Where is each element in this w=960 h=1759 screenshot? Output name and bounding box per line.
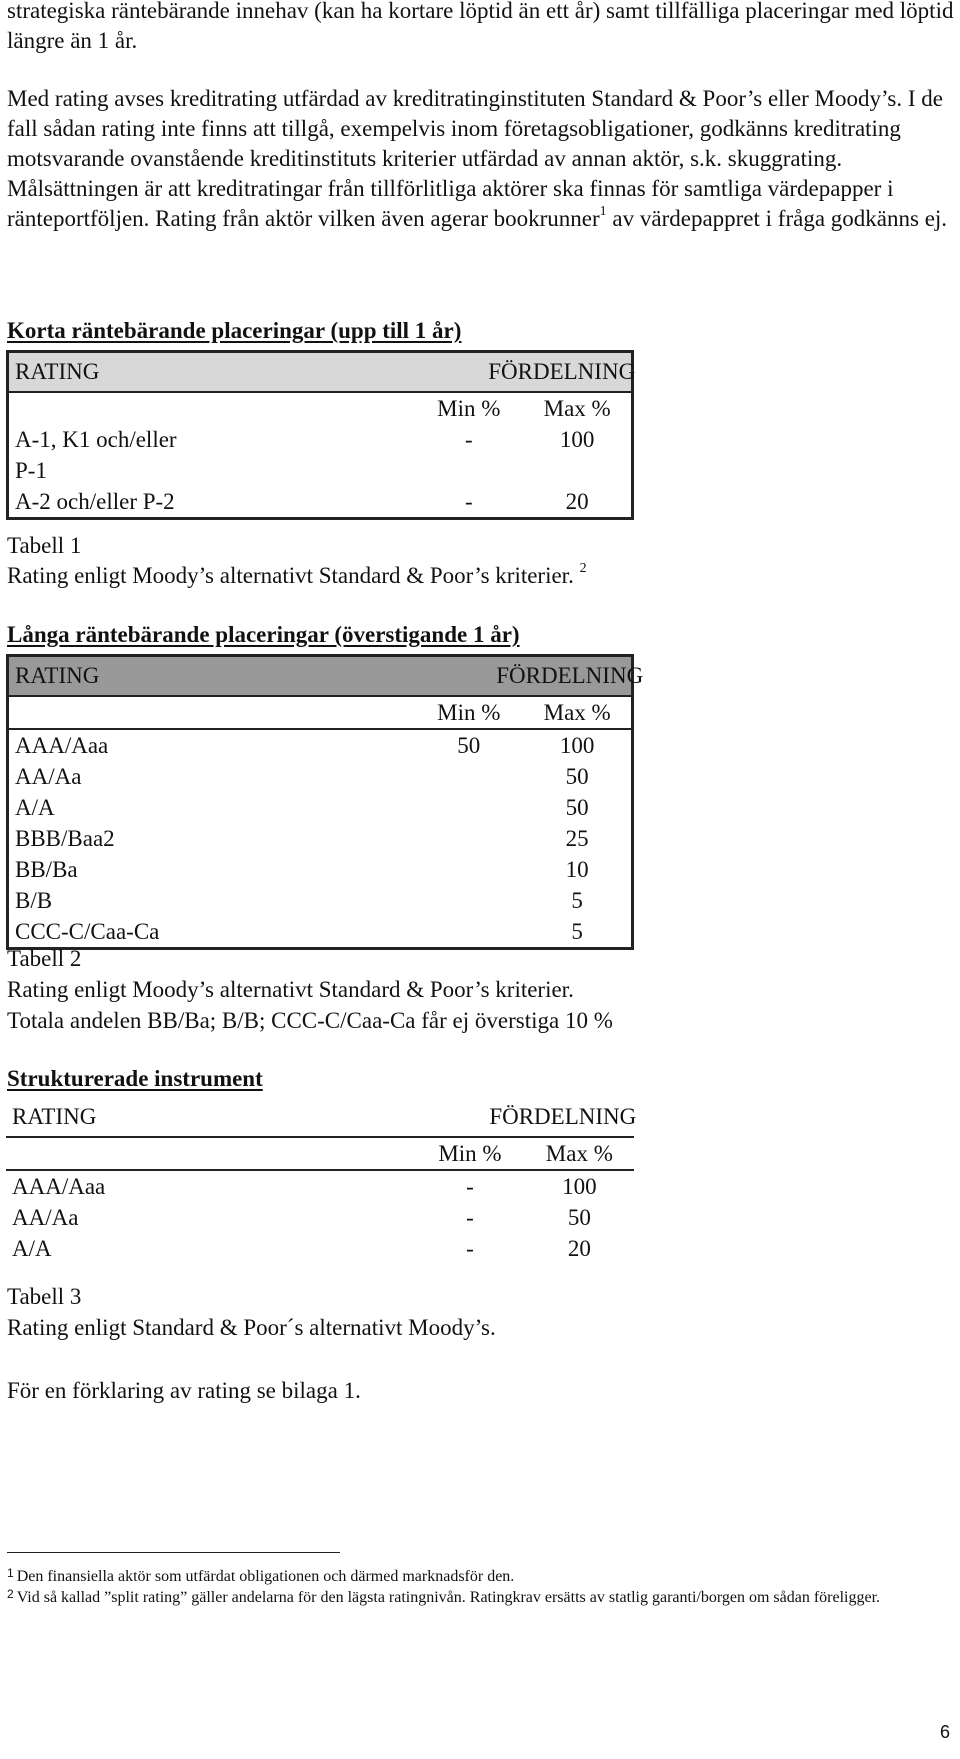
table1-note-text: Rating enligt Moody’s alternativt Standard & Poor’s kriterier. xyxy=(7,563,574,588)
table2-row2-rating: AA/Aa xyxy=(15,763,82,789)
table2-row1-rating: AAA/Aaa xyxy=(15,732,109,758)
table1-col-rating: RATING xyxy=(8,352,415,393)
table1-note xyxy=(7,563,587,589)
footnote-divider xyxy=(7,1552,340,1553)
table2-row7-max: 5 xyxy=(571,918,583,944)
table3-row1-min: - xyxy=(466,1173,474,1199)
table2-caption: Tabell 2 xyxy=(7,946,82,971)
intro-paragraph-1: strategiska räntebärande innehav (kan ha kortare löptid än ett år) samt tillfälliga placeringar med löptid längre än 1 år. xyxy=(7,0,954,53)
table2-row1-min: 50 xyxy=(457,732,481,758)
table2-row4-max: 25 xyxy=(565,825,589,851)
table2-subheader-row xyxy=(8,696,633,729)
table1-max-header: Max % xyxy=(543,395,611,421)
footnote-1-text: Den finansiella aktör som utfärdat obligationen och därmed marknadsför den. xyxy=(16,1568,515,1585)
table3-row2-min: - xyxy=(466,1204,474,1230)
table2-max-header: Max % xyxy=(523,696,632,729)
footnote-2 xyxy=(7,1587,952,1609)
table1-row1-min: - xyxy=(464,426,473,452)
table-row xyxy=(8,885,633,916)
table2 xyxy=(6,654,644,950)
table3-col-fordelning xyxy=(415,1098,637,1137)
table1-min-header: Min % xyxy=(437,395,501,421)
table3-caption: Tabell 3 xyxy=(7,1284,82,1309)
table-row xyxy=(8,792,633,823)
page-number: 6 xyxy=(939,1722,950,1742)
table1 xyxy=(6,350,634,520)
table2-row5-rating: BB/Ba xyxy=(15,856,78,882)
table2-row4-min xyxy=(414,823,523,854)
table3-heading: Strukturerade instrument xyxy=(7,1066,263,1091)
table2-row2-max: 50 xyxy=(565,763,589,789)
table1-row1-rating-b: P-1 xyxy=(15,457,47,483)
table1-row1-rating-a: A-1, K1 och/eller xyxy=(15,426,177,452)
table1-header-row xyxy=(8,352,633,393)
table1-heading: Korta räntebärande placeringar (upp till 1 år) xyxy=(7,318,462,343)
table-row xyxy=(8,761,633,792)
table2-row6-rating: B/B xyxy=(15,887,53,913)
table2-row4-rating: BBB/Baa2 xyxy=(15,825,115,851)
footnote-2-number: 2 xyxy=(7,1587,14,1601)
table2-row5-max: 10 xyxy=(565,856,589,882)
table2-row2-min xyxy=(414,761,523,792)
table1-row2-min: - xyxy=(464,488,473,514)
table-row xyxy=(6,1233,634,1264)
table2-col-fordelning xyxy=(414,656,644,697)
intro-paragraph-2 xyxy=(7,84,957,234)
table1-col-fordelning-text: FÖRDELNING xyxy=(488,359,636,384)
table2-header-row xyxy=(8,656,633,697)
table1-row1-max: 100 xyxy=(559,426,595,452)
table2-row7-min xyxy=(414,916,523,949)
table3-body xyxy=(6,1170,634,1264)
table-row xyxy=(8,823,633,854)
table-row xyxy=(8,455,633,486)
table3-header-row xyxy=(6,1098,634,1137)
table2-body xyxy=(8,729,633,949)
table-row xyxy=(8,424,633,455)
table2-row1-max: 100 xyxy=(559,732,595,758)
table3-subheader-row xyxy=(6,1137,634,1170)
footnote-1 xyxy=(7,1566,952,1588)
table-row xyxy=(6,1202,634,1233)
table3-row1-max: 100 xyxy=(562,1173,597,1199)
table-row xyxy=(8,486,633,519)
intro-paragraph-2-end: av värdepappret i fråga godkänns ej. xyxy=(606,206,948,231)
table1-row2-max: 20 xyxy=(565,488,589,514)
table2-note-2: Totala andelen BB/Ba; B/B; CCC-C/Caa-Ca får ej överstiga 10 % xyxy=(7,1008,613,1033)
table3-max-header: Max % xyxy=(525,1137,634,1170)
table3-row3-rating: A/A xyxy=(12,1235,52,1261)
table2-row6-max: 5 xyxy=(571,887,583,913)
table2-row6-min xyxy=(414,885,523,916)
footnote-ref-1[interactable]: 1 xyxy=(599,204,607,220)
footnote-2-text: Vid så kallad ”split rating” gäller andelarna för den lägsta ratingnivån. Ratingkrav ersätts av statlig garanti/borgen om sådan föreligger. xyxy=(16,1589,881,1606)
closing-text: För en förklaring av rating se bilaga 1. xyxy=(7,1378,361,1403)
table2-row3-max: 50 xyxy=(565,794,589,820)
table3-min-header: Min % xyxy=(415,1137,524,1170)
table1-subheader-row xyxy=(8,392,633,424)
table2-row5-min xyxy=(414,854,523,885)
footnote-ref-2[interactable]: 2 xyxy=(579,561,587,577)
table3-row2-max: 50 xyxy=(567,1204,591,1230)
table3 xyxy=(6,1098,637,1264)
table3-col-rating: RATING xyxy=(6,1098,415,1137)
table2-row7-rating: CCC-C/Caa-Ca xyxy=(15,918,160,944)
table-row xyxy=(8,916,633,949)
table2-row3-rating: A/A xyxy=(15,794,55,820)
table3-row1-rating: AAA/Aaa xyxy=(12,1173,106,1199)
table2-heading: Långa räntebärande placeringar (överstigande 1 år) xyxy=(7,622,520,647)
table1-caption: Tabell 1 xyxy=(7,533,82,558)
table3-col-fordelning-text: FÖRDELNING xyxy=(489,1104,637,1129)
table3-row3-min: - xyxy=(466,1235,474,1261)
table-row xyxy=(8,854,633,885)
table2-note: Rating enligt Moody’s alternativt Standard & Poor’s kriterier. xyxy=(7,977,574,1002)
table3-note: Rating enligt Standard & Poor´s alternativt Moody’s. xyxy=(7,1315,496,1340)
table2-row3-min xyxy=(414,792,523,823)
table3-row3-max: 20 xyxy=(567,1235,591,1261)
table-row xyxy=(8,729,633,761)
table1-col-fordelning xyxy=(414,352,636,393)
table2-col-fordelning-text: FÖRDELNING xyxy=(496,663,644,688)
table3-row2-rating: AA/Aa xyxy=(12,1204,79,1230)
table1-row2-rating: A-2 och/eller P-2 xyxy=(15,488,175,514)
table2-min-header: Min % xyxy=(414,696,523,729)
table-row xyxy=(6,1170,634,1202)
footnote-1-number: 1 xyxy=(7,1566,14,1580)
intro-paragraph-2-text: Med rating avses kreditrating utfärdad av kreditratinginstituten Standard & Poor’s eller Moody’s. I de fall sådan rating inte finns att tillgå, exempelvis inom företagsobligationer, godkänns kreditrating motsvarande ovanstående kreditinstituts kriterier utfärdad av annan aktör, s.k. skuggrating. Målsättningen är att kreditratingar från tillförlitliga aktörer ska finnas för samtliga värdepapper i ränteportföljen. Rating från aktör vilken även agerar bookrunner xyxy=(7,86,943,231)
table2-col-rating: RATING xyxy=(8,656,415,697)
